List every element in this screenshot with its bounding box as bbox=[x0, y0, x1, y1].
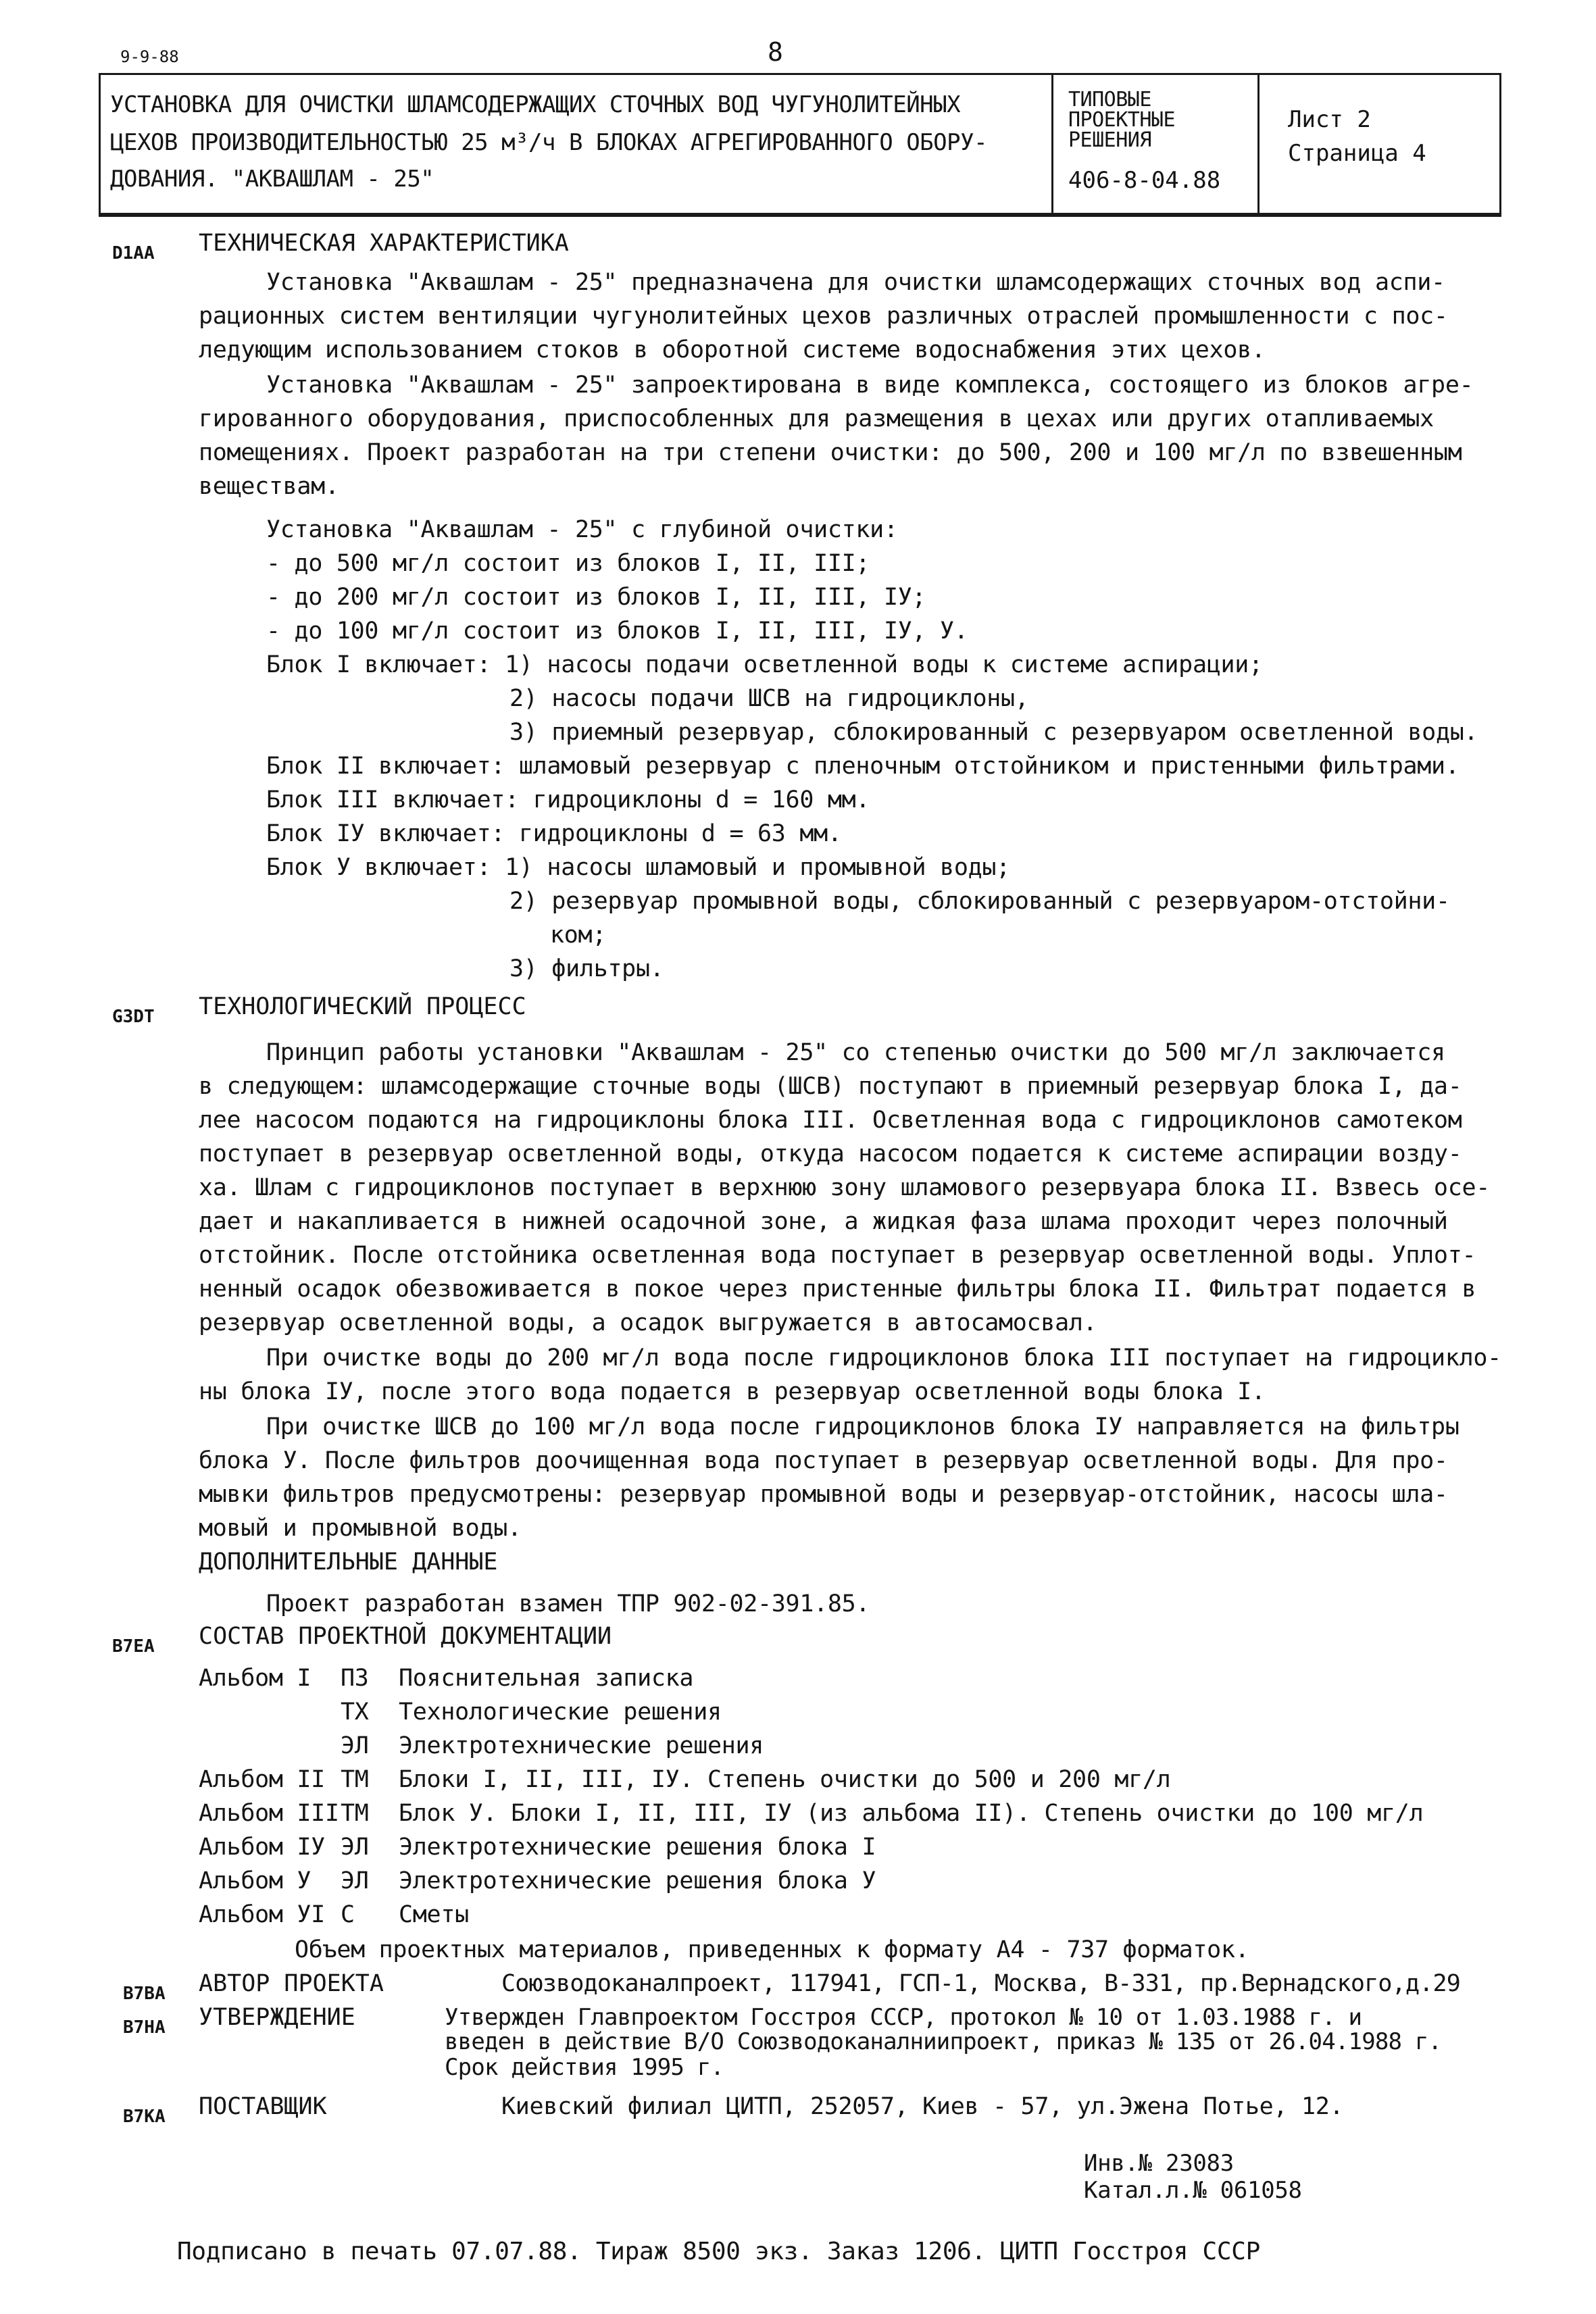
header-sheet-cell bbox=[1260, 75, 1499, 213]
volume-line: Объем проектных материалов, приведенных к формату А4 - 737 форматок. bbox=[295, 1936, 1249, 1963]
text-line: - до 500 мг/л состоит из блоков I, II, III; bbox=[266, 550, 870, 577]
header-title-cell bbox=[101, 75, 1053, 213]
section-heading-docs: СОСТАВ ПРОЕКТНОЙ ДОКУМЕНТАЦИИ bbox=[199, 1623, 612, 1650]
text-line: лее насосом подаются на гидроциклоны блока III. Осветленная вода с гидроциклонов самотеком bbox=[199, 1107, 1462, 1134]
document-code: 9-9-88 bbox=[120, 47, 179, 66]
section-code: B7HA bbox=[123, 2017, 166, 2038]
text-line: При очистке ШСВ до 100 мг/л вода после гидроциклонов блока IУ направляется на фильтры bbox=[266, 1413, 1460, 1440]
section-code: B7KA bbox=[123, 2107, 166, 2127]
type-label: РЕШЕНИЯ bbox=[1068, 128, 1151, 152]
text-line: Блок I включает: 1) насосы подачи осветленной воды к системе аспирации; bbox=[266, 651, 1263, 678]
text-line: 3) приемный резервуар, сблокированный с резервуаром осветленной воды. bbox=[509, 719, 1478, 746]
print-footer: Подписано в печать 07.07.88. Тираж 8500 экз. Заказ 1206. ЦИТП Госстроя СССР bbox=[177, 2238, 1261, 2265]
header-title-line: ДОВАНИЯ. "АКВАШЛАМ - 25" bbox=[110, 166, 434, 193]
text-line: Проект разработан взамен ТПР 902-02-391.85. bbox=[266, 1590, 870, 1617]
album-mark: ЭЛ bbox=[341, 1834, 369, 1861]
text-line: Установка "Аквашлам - 25" с глубиной очистки: bbox=[266, 516, 898, 543]
text-line: ненный осадок обезвоживается в покое через пристенные фильтры блока II. Фильтрат подается в bbox=[199, 1276, 1476, 1303]
supplier-value: Киевский филиал ЦИТП, 252057, Киев - 57, ул.Эжена Потье, 12. bbox=[501, 2093, 1344, 2120]
section-code: B7BA bbox=[123, 1984, 166, 2004]
album-mark: ПЗ bbox=[341, 1665, 369, 1692]
album-desc: Электротехнические решения блока У bbox=[399, 1867, 876, 1894]
album-desc: Блок У. Блоки I, II, III, IУ (из альбома II). Степень очистки до 100 мг/л bbox=[399, 1800, 1424, 1827]
author-value: Союзводоканалпроект, 117941, ГСП-1, Москва, В-331, пр.Вернадского,д.29 bbox=[501, 1970, 1461, 1997]
text-line: При очистке воды до 200 мг/л вода после гидроциклонов блока III поступает на гидроцикло- bbox=[266, 1344, 1501, 1372]
album-mark: С bbox=[341, 1901, 355, 1928]
text-line: поступает в резервуар осветленной воды, откуда насосом подается к системе аспирации возду- bbox=[199, 1140, 1462, 1167]
text-line: гированного оборудования, приспособленных для размещения в цехах или других отапливаемых bbox=[199, 405, 1434, 432]
album-mark: ТМ bbox=[341, 1800, 369, 1827]
text-line: - до 100 мг/л состоит из блоков I, II, III, IУ, У. bbox=[266, 618, 968, 645]
album-desc: Пояснительная записка bbox=[399, 1665, 694, 1692]
text-line: ха. Шлам с гидроциклонов поступает в верхнюю зону шламового резервуара блока II. Взвесь осе- bbox=[199, 1174, 1491, 1201]
type-label: ПРОЕКТНЫЕ bbox=[1068, 108, 1176, 132]
approval-line: Срок действия 1995 г. bbox=[445, 2054, 724, 2081]
section-heading-process: ТЕХНОЛОГИЧЕСКИЙ ПРОЦЕСС bbox=[199, 993, 526, 1020]
page-label: Страница 4 bbox=[1288, 140, 1426, 167]
text-line: Блок IУ включает: гидроциклоны d = 63 мм. bbox=[266, 820, 842, 847]
album-label: Альбом IУ bbox=[199, 1834, 325, 1861]
sheet-label: Лист 2 bbox=[1288, 106, 1371, 133]
header-type-cell bbox=[1053, 75, 1260, 213]
album-mark: ЭЛ bbox=[341, 1732, 369, 1759]
section-code: D1AA bbox=[112, 243, 155, 263]
album-desc: Электротехнические решения bbox=[399, 1732, 764, 1759]
text-line: в следующем: шламсодержащие сточные воды (ШСВ) поступают в приемный резервуар блока I, да- bbox=[199, 1073, 1462, 1100]
text-line: Принцип работы установки "Аквашлам - 25" со степенью очистки до 500 мг/л заключается bbox=[266, 1039, 1445, 1066]
album-desc: Технологические решения bbox=[399, 1699, 722, 1726]
approval-line: Утвержден Главпроектом Госстроя СССР, протокол № 10 от 1.03.1988 г. и bbox=[445, 2004, 1362, 2031]
text-line: Блок III включает: гидроциклоны d = 160 мм. bbox=[266, 786, 870, 813]
album-desc: Блоки I, II, III, IУ. Степень очистки до 500 и 200 мг/л bbox=[399, 1766, 1171, 1793]
text-line: мовый и промывной воды. bbox=[199, 1515, 522, 1542]
album-mark: ТМ bbox=[341, 1766, 369, 1793]
author-label: АВТОР ПРОЕКТА bbox=[199, 1970, 384, 1997]
header-title-line: УСТАНОВКА ДЛЯ ОЧИСТКИ ШЛАМСОДЕРЖАЩИХ СТОЧНЫХ ВОД ЧУГУНОЛИТЕЙНЫХ bbox=[110, 91, 961, 118]
text-line: блока У. После фильтров доочищенная вода поступает в резервуар осветленной воды. Для про- bbox=[199, 1447, 1448, 1474]
page-number: 8 bbox=[768, 37, 783, 67]
album-mark: ЭЛ bbox=[341, 1867, 369, 1894]
text-line: резервуар осветленной воды, а осадок выгружается в автосамосвал. bbox=[199, 1309, 1097, 1336]
section-code: G3DT bbox=[112, 1007, 155, 1027]
text-line: веществам. bbox=[199, 473, 339, 500]
approval-line: введен в действие В/О Союзводоканалниипроект, приказ № 135 от 26.04.1988 г. bbox=[445, 2028, 1442, 2055]
album-label: Альбом У bbox=[199, 1867, 311, 1894]
project-code: 406-8-04.88 bbox=[1068, 167, 1221, 194]
section-heading-tech: ТЕХНИЧЕСКАЯ ХАРАКТЕРИСТИКА bbox=[199, 230, 569, 257]
album-label: Альбом III bbox=[199, 1800, 339, 1827]
text-line: - до 200 мг/л состоит из блоков I, II, III, IУ; bbox=[266, 584, 926, 611]
supplier-label: ПОСТАВЩИК bbox=[199, 2093, 327, 2120]
text-line: дает и накапливается в нижней осадочной зоне, а жидкая фаза шлама проходит через полочный bbox=[199, 1208, 1448, 1235]
text-line: Установка "Аквашлам - 25" предназначена для очистки шламсодержащих сточных вод аспи- bbox=[266, 269, 1445, 296]
text-line: ны блока IУ, после этого вода подается в резервуар осветленной воды блока I. bbox=[199, 1378, 1266, 1405]
album-mark: ТХ bbox=[341, 1699, 369, 1726]
header-box bbox=[99, 73, 1501, 215]
text-line: 3) фильтры. bbox=[509, 955, 664, 982]
album-label: Альбом II bbox=[199, 1766, 325, 1793]
text-line: 2) насосы подачи ШСВ на гидроциклоны, bbox=[509, 685, 1029, 712]
text-line: Блок II включает: шламовый резервуар с пленочным отстойником и пристенными фильтрами. bbox=[266, 753, 1460, 780]
section-heading-extra: ДОПОЛНИТЕЛЬНЫЕ ДАННЫЕ bbox=[199, 1549, 498, 1576]
album-desc: Электротехнические решения блока I bbox=[399, 1834, 876, 1861]
album-label: Альбом I bbox=[199, 1665, 311, 1692]
text-line: помещениях. Проект разработан на три степени очистки: до 500, 200 и 100 мг/л по взвешенным bbox=[199, 439, 1462, 466]
text-line: отстойник. После отстойника осветленная вода поступает в резервуар осветленной воды. Уплот- bbox=[199, 1242, 1476, 1269]
text-line: 2) резервуар промывной воды, сблокированный с резервуаром-отстойни- bbox=[509, 888, 1450, 915]
text-line: ледующим использованием стоков в оборотной системе водоснабжения этих цехов. bbox=[199, 336, 1266, 363]
album-label: Альбом УI bbox=[199, 1901, 325, 1928]
text-line: Установка "Аквашлам - 25" запроектирована в виде комплекса, состоящего из блоков агре- bbox=[266, 372, 1474, 399]
header-title-line: ЦЕХОВ ПРОИЗВОДИТЕЛЬНОСТЬЮ 25 м³/ч В БЛОКАХ АГРЕГИРОВАННОГО ОБОРУ- bbox=[110, 129, 988, 156]
text-line: мывки фильтров предусмотрены: резервуар промывной воды и резервуар-отстойник, насосы шла- bbox=[199, 1481, 1448, 1508]
album-desc: Сметы bbox=[399, 1901, 469, 1928]
text-line: рационных систем вентиляции чугунолитейных цехов различных отраслей промышленности с пос- bbox=[199, 303, 1448, 330]
header-rule bbox=[99, 215, 1501, 217]
inventory-number: Инв.№ 23083 bbox=[1084, 2150, 1234, 2177]
section-code: B7EA bbox=[112, 1636, 155, 1657]
catalog-number: Катал.л.№ 061058 bbox=[1084, 2177, 1302, 2204]
text-line: ком; bbox=[550, 922, 607, 949]
approval-label: УТВЕРЖДЕНИЕ bbox=[199, 2004, 355, 2031]
text-line: Блок У включает: 1) насосы шламовый и промывной воды; bbox=[266, 854, 1010, 881]
type-label: ТИПОВЫЕ bbox=[1068, 88, 1151, 111]
